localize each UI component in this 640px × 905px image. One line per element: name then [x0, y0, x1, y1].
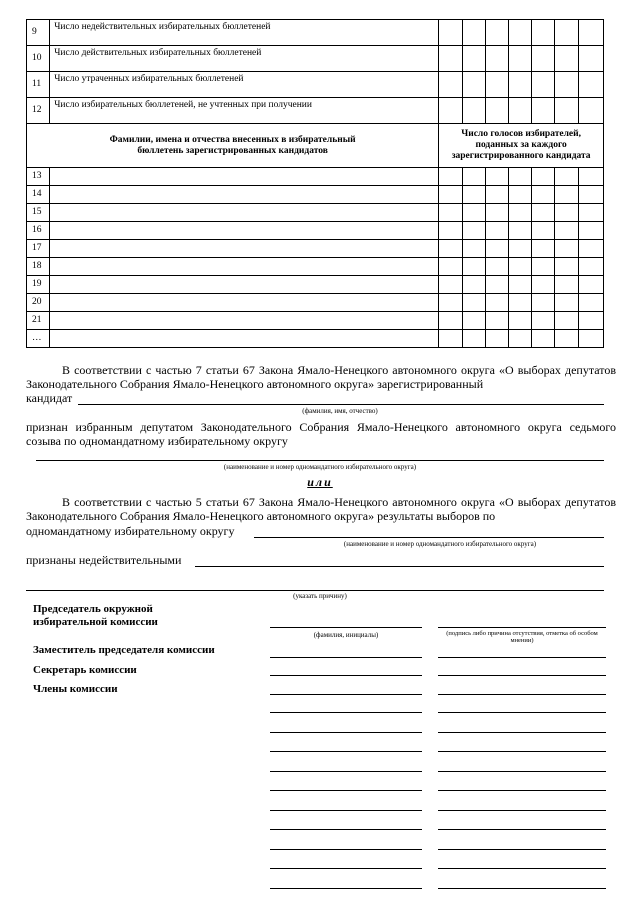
row-number: 14	[27, 186, 50, 204]
candidate-name-cell[interactable]	[50, 186, 439, 204]
votes-cell[interactable]	[439, 186, 462, 204]
row-number: 17	[27, 240, 50, 258]
votes-cell[interactable]	[508, 240, 531, 258]
candidate-name-caption: (фамилия, имя, отчество)	[302, 407, 378, 415]
value-cell[interactable]	[439, 98, 462, 124]
invalid-prefix: признаны недействительными	[26, 553, 182, 567]
table-row	[27, 222, 604, 240]
candidate-name-cell[interactable]	[50, 222, 439, 240]
signature-name-line[interactable]	[270, 627, 422, 628]
votes-cell[interactable]	[485, 276, 508, 294]
results-table	[26, 19, 604, 348]
votes-cell[interactable]	[555, 294, 578, 312]
votes-cell[interactable]	[439, 276, 462, 294]
value-cell[interactable]	[578, 20, 603, 46]
row-label: Число действительных избирательных бюллетеней	[50, 46, 439, 72]
candidate-name-cell[interactable]	[50, 312, 439, 330]
votes-cell[interactable]	[439, 240, 462, 258]
votes-cell[interactable]	[555, 222, 578, 240]
votes-cell[interactable]	[578, 276, 603, 294]
paragraph-elected: признан избранным депутатом Законодательного Собрания Ямало-Ненецкого автономного округа седьмого созыва по одномандатному избирательному округу	[26, 420, 616, 448]
votes-cell[interactable]	[439, 294, 462, 312]
reason-line-2[interactable]	[26, 590, 604, 591]
table-row	[27, 312, 604, 330]
votes-cell[interactable]	[485, 312, 508, 330]
signature-name-line[interactable]	[270, 732, 422, 733]
votes-cell[interactable]	[508, 186, 531, 204]
votes-cell[interactable]	[532, 168, 555, 186]
votes-cell[interactable]	[578, 312, 603, 330]
votes-cell[interactable]	[555, 276, 578, 294]
table-row	[27, 276, 604, 294]
votes-cell[interactable]	[578, 330, 603, 348]
signature-sign-line[interactable]	[438, 657, 606, 658]
signature-name-line[interactable]	[270, 790, 422, 791]
votes-cell[interactable]	[555, 168, 578, 186]
votes-cell[interactable]	[555, 258, 578, 276]
candidate-name-cell[interactable]	[50, 258, 439, 276]
signature-name-line[interactable]	[270, 751, 422, 752]
table-row	[27, 204, 604, 222]
reason-line-1[interactable]	[195, 566, 604, 567]
row-label: Число избирательных бюллетеней, не учтенных при получении	[50, 98, 439, 124]
paragraph-elected-intro: В соответствии с частью 7 статьи 67 Закона Ямало-Ненецкого автономного округа «О выборах депутатов Законодательного Собрания Ямало-Ненецкого автономного округа» зарегистрированный	[26, 363, 616, 391]
row-number: …	[27, 330, 50, 348]
votes-cell[interactable]	[485, 204, 508, 222]
or-separator: или	[307, 475, 333, 489]
votes-cell[interactable]	[532, 258, 555, 276]
votes-cell[interactable]	[555, 330, 578, 348]
votes-cell[interactable]	[555, 240, 578, 258]
votes-cell[interactable]	[462, 204, 485, 222]
votes-cell[interactable]	[555, 186, 578, 204]
deputy-label: Заместитель председателя комиссии	[33, 644, 215, 656]
value-cell[interactable]	[508, 46, 531, 72]
votes-cell[interactable]	[508, 168, 531, 186]
votes-cell[interactable]	[578, 240, 603, 258]
signature-name-line[interactable]	[270, 694, 422, 695]
row-number: 21	[27, 312, 50, 330]
candidate-prefix: кандидат	[26, 391, 73, 405]
votes-cell[interactable]	[532, 204, 555, 222]
row-number: 20	[27, 294, 50, 312]
candidate-name-cell[interactable]	[50, 330, 439, 348]
value-cell[interactable]	[532, 46, 555, 72]
signature-sign-line[interactable]	[438, 712, 606, 713]
signature-name-line[interactable]	[270, 712, 422, 713]
signature-name-line[interactable]	[270, 868, 422, 869]
row-number: 15	[27, 204, 50, 222]
value-cell[interactable]	[439, 72, 462, 98]
value-cell[interactable]	[578, 46, 603, 72]
candidate-name-cell[interactable]	[50, 240, 439, 258]
votes-cell[interactable]	[439, 312, 462, 330]
signature-name-line[interactable]	[270, 657, 422, 658]
row-number: 13	[27, 168, 50, 186]
value-cell[interactable]	[578, 72, 603, 98]
table-row	[27, 330, 604, 348]
votes-cell[interactable]	[462, 276, 485, 294]
signature-sign-line[interactable]	[438, 751, 606, 752]
votes-cell[interactable]	[508, 294, 531, 312]
signature-sign-line[interactable]	[438, 790, 606, 791]
signature-name-line[interactable]	[270, 675, 422, 676]
table-row	[27, 258, 604, 276]
signature-sign-line[interactable]	[438, 810, 606, 811]
votes-cell[interactable]	[508, 312, 531, 330]
signature-sign-line[interactable]	[438, 868, 606, 869]
district-caption-1: (наименование и номер одномандатного избирательного округа)	[223, 463, 417, 471]
signature-name-line[interactable]	[270, 849, 422, 850]
votes-cell[interactable]	[485, 294, 508, 312]
votes-cell[interactable]	[439, 204, 462, 222]
signature-sign-line[interactable]	[438, 675, 606, 676]
row-number: 16	[27, 222, 50, 240]
votes-cell[interactable]	[462, 186, 485, 204]
votes-cell[interactable]	[508, 204, 531, 222]
votes-cell[interactable]	[485, 240, 508, 258]
district-caption-2: (наименование и номер одномандатного избирательного округа)	[343, 540, 537, 548]
value-cell[interactable]	[555, 72, 578, 98]
district-prefix: одномандатному избирательному округу	[26, 524, 235, 538]
signature-name-line[interactable]	[270, 829, 422, 830]
votes-cell[interactable]	[508, 276, 531, 294]
votes-cell[interactable]	[462, 330, 485, 348]
value-cell[interactable]	[462, 72, 485, 98]
votes-cell[interactable]	[485, 168, 508, 186]
value-cell[interactable]	[578, 98, 603, 124]
value-cell[interactable]	[555, 98, 578, 124]
votes-cell[interactable]	[532, 222, 555, 240]
signature-sign-line[interactable]	[438, 732, 606, 733]
members-label: Члены комиссии	[33, 683, 118, 695]
signature-sign-line[interactable]	[438, 829, 606, 830]
paragraph-invalid-intro: В соответствии с частью 5 статьи 67 Закона Ямало-Ненецкого автономного округа «О выборах депутатов Законодательного Собрания Ямало-Ненецкого автономного округа» результаты выборов по	[26, 495, 616, 523]
votes-cell[interactable]	[532, 240, 555, 258]
votes-cell[interactable]	[462, 312, 485, 330]
votes-cell[interactable]	[508, 330, 531, 348]
table-row	[27, 20, 604, 46]
value-cell[interactable]	[439, 46, 462, 72]
signature-name-line[interactable]	[270, 810, 422, 811]
candidate-name-cell[interactable]	[50, 276, 439, 294]
votes-cell[interactable]	[578, 186, 603, 204]
votes-cell[interactable]	[508, 258, 531, 276]
chair-label: Председатель окружной избирательной комиссии	[33, 603, 158, 628]
value-cell[interactable]	[555, 46, 578, 72]
row-number: 9	[27, 20, 50, 46]
district-line-1[interactable]	[36, 460, 604, 461]
name-caption: (фамилия, инициалы)	[313, 631, 379, 639]
value-cell[interactable]	[485, 46, 508, 72]
votes-cell[interactable]	[532, 294, 555, 312]
value-cell[interactable]	[508, 72, 531, 98]
votes-cell[interactable]	[508, 222, 531, 240]
value-cell[interactable]	[508, 98, 531, 124]
row-number: 19	[27, 276, 50, 294]
value-cell[interactable]	[532, 20, 555, 46]
candidate-name-line[interactable]	[78, 404, 604, 405]
signature-sign-line[interactable]	[438, 694, 606, 695]
row-number: 11	[27, 72, 50, 98]
table-row	[27, 98, 604, 124]
votes-cell[interactable]	[485, 186, 508, 204]
candidates-header: Фамилии, имена и отчества внесенных в избирательный бюллетень зарегистрированных кандидатов	[27, 124, 439, 168]
votes-cell[interactable]	[555, 312, 578, 330]
votes-cell[interactable]	[439, 168, 462, 186]
votes-cell[interactable]	[462, 294, 485, 312]
votes-cell[interactable]	[555, 204, 578, 222]
signature-name-line[interactable]	[270, 888, 422, 889]
signature-sign-line[interactable]	[438, 849, 606, 850]
value-cell[interactable]	[462, 46, 485, 72]
table-row	[27, 72, 604, 98]
votes-cell[interactable]	[462, 258, 485, 276]
value-cell[interactable]	[532, 72, 555, 98]
row-number: 12	[27, 98, 50, 124]
value-cell[interactable]	[462, 98, 485, 124]
votes-cell[interactable]	[439, 258, 462, 276]
signature-name-line[interactable]	[270, 771, 422, 772]
votes-cell[interactable]	[578, 294, 603, 312]
votes-cell[interactable]	[532, 276, 555, 294]
votes-cell[interactable]	[532, 186, 555, 204]
value-cell[interactable]	[555, 20, 578, 46]
value-cell[interactable]	[485, 20, 508, 46]
votes-cell[interactable]	[532, 312, 555, 330]
votes-cell[interactable]	[439, 330, 462, 348]
votes-cell[interactable]	[485, 222, 508, 240]
candidate-name-cell[interactable]	[50, 168, 439, 186]
votes-cell[interactable]	[578, 222, 603, 240]
secretary-label: Секретарь комиссии	[33, 664, 137, 676]
votes-cell[interactable]	[439, 222, 462, 240]
votes-cell[interactable]	[578, 258, 603, 276]
table-row	[27, 294, 604, 312]
votes-cell[interactable]	[462, 240, 485, 258]
signature-sign-line[interactable]	[438, 627, 606, 628]
signature-sign-line[interactable]	[438, 888, 606, 889]
row-label: Число утраченных избирательных бюллетеней	[50, 72, 439, 98]
candidate-name-cell[interactable]	[50, 294, 439, 312]
votes-cell[interactable]	[485, 258, 508, 276]
value-cell[interactable]	[462, 20, 485, 46]
table-row	[27, 240, 604, 258]
votes-cell[interactable]	[462, 222, 485, 240]
row-number: 18	[27, 258, 50, 276]
votes-cell[interactable]	[532, 330, 555, 348]
value-cell[interactable]	[508, 20, 531, 46]
value-cell[interactable]	[485, 98, 508, 124]
votes-header: Число голосов избирателей, поданных за каждого зарегистрированного кандидата	[439, 124, 604, 168]
value-cell[interactable]	[439, 20, 462, 46]
district-line-2[interactable]	[254, 537, 604, 538]
sign-caption: (подпись либо причина отсутствия, отметка об особом мнении)	[446, 630, 598, 644]
table-row	[27, 168, 604, 186]
row-label: Число недействительных избирательных бюллетеней	[50, 20, 439, 46]
votes-cell[interactable]	[578, 204, 603, 222]
reason-caption: (указать причину)	[293, 592, 347, 600]
value-cell[interactable]	[485, 72, 508, 98]
row-number: 10	[27, 46, 50, 72]
votes-cell[interactable]	[485, 330, 508, 348]
candidate-name-cell[interactable]	[50, 204, 439, 222]
signature-sign-line[interactable]	[438, 771, 606, 772]
table-row	[27, 186, 604, 204]
votes-cell[interactable]	[578, 168, 603, 186]
value-cell[interactable]	[532, 98, 555, 124]
table-row	[27, 46, 604, 72]
votes-cell[interactable]	[462, 168, 485, 186]
